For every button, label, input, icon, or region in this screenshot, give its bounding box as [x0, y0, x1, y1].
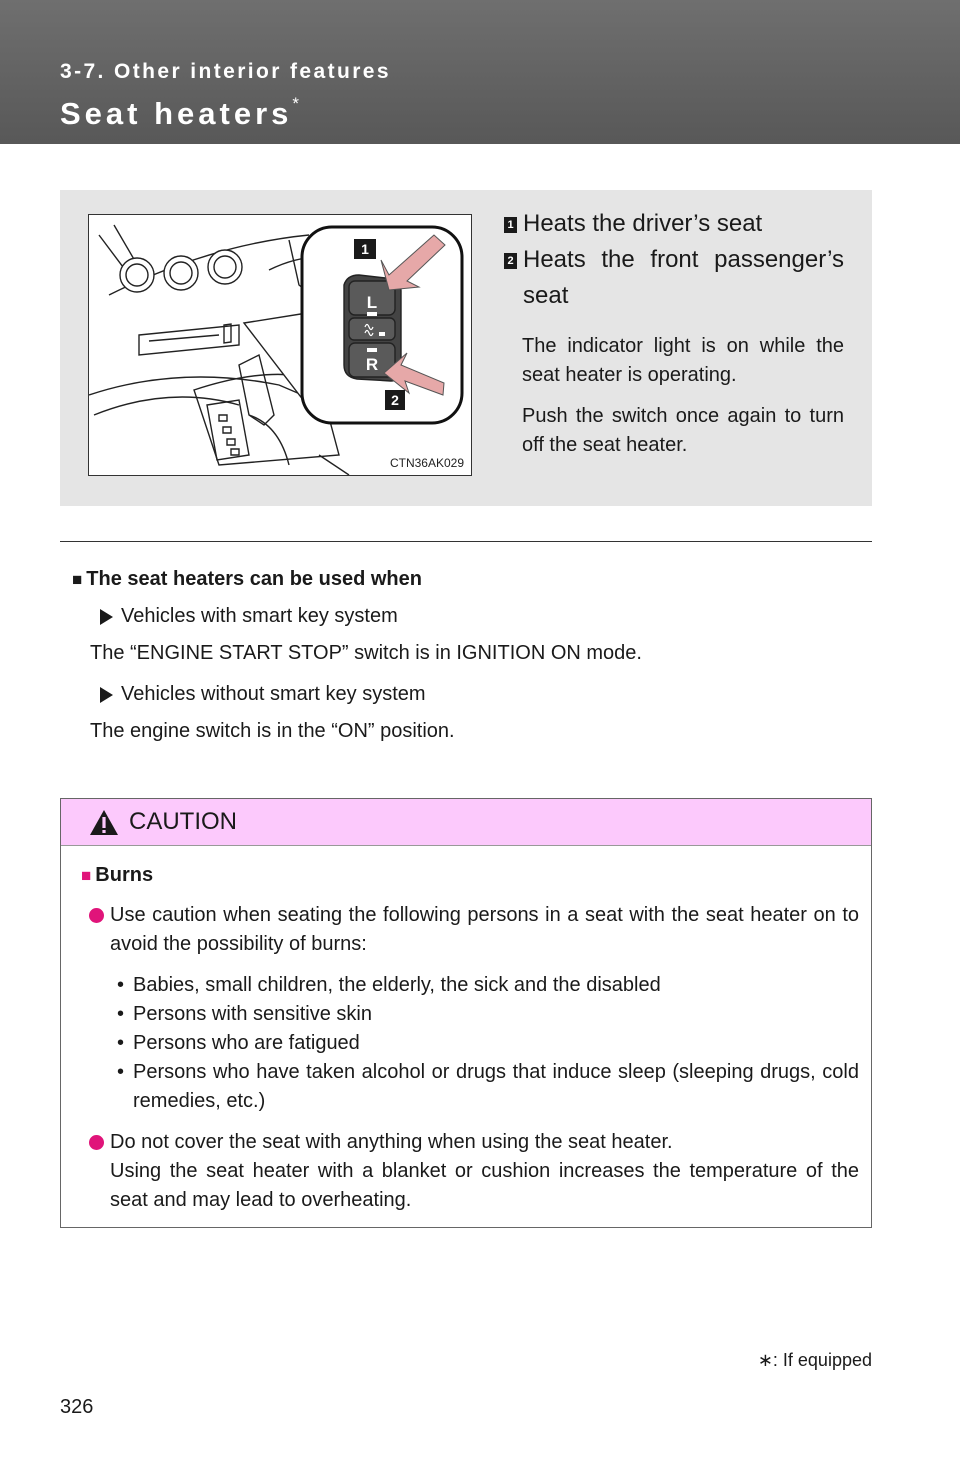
list-item-text: Persons who have taken alcohol or drugs that induce sleep (sleeping drugs, cold remedies, etc.) [133, 1061, 859, 1112]
condition-body-smart-key: The “ENGINE START STOP” switch is in IGNITION ON mode. [90, 642, 642, 664]
list-item: • Persons who have taken alcohol or drugs that induce sleep (sleeping drugs, cold remedies, etc.) [117, 1058, 859, 1116]
caution-point-seating [81, 901, 859, 959]
page-title-text: Seat heaters [60, 96, 293, 131]
page-header [0, 0, 960, 144]
triangle-pointer-icon [100, 687, 113, 703]
section-divider [60, 541, 872, 542]
caution-title: CAUTION [129, 808, 237, 835]
warning-triangle-icon [89, 809, 119, 836]
turn-off-note: Push the switch once again to turn off the seat heater. [522, 405, 844, 456]
cover-line-2: Using the seat heater with a blanket or cushion increases the temperature of the seat and may lead to overheating. [110, 1160, 859, 1211]
condition-sub-text-1: Vehicles with smart key system [121, 605, 398, 627]
at-risk-persons-list [117, 971, 859, 1116]
section-label: 3-7. Other interior features [60, 60, 391, 83]
dashboard-drawing [89, 215, 471, 475]
caution-header [61, 799, 871, 846]
usage-conditions [72, 568, 862, 761]
condition-sub-text-2: Vehicles without smart key system [121, 683, 426, 705]
legend-text-driver: Heats the driver’s seat [523, 210, 763, 237]
page-title [60, 93, 300, 132]
list-item: • Persons with sensitive skin [117, 1000, 859, 1029]
cover-line-1: Do not cover the seat with anything when using the seat heater. [110, 1131, 673, 1153]
image-code: CTN36AK029 [389, 456, 464, 470]
figure-legend [504, 206, 844, 460]
condition-subheading-smart-key [100, 605, 862, 628]
burns-heading-text: Burns [95, 864, 154, 886]
conditions-heading [72, 568, 862, 591]
indicator-note: The indicator light is on while the seat heater is operating. [522, 335, 844, 386]
seat-heater-switch-illustration [88, 214, 472, 476]
conditions-heading-text: The seat heaters can be used when [86, 568, 422, 590]
square-marker-icon: ■ [72, 570, 83, 589]
list-item-text: Persons with sensitive skin [133, 1003, 372, 1025]
switch-label-r: R [365, 355, 379, 374]
list-item: • Persons who are fatigued [117, 1029, 859, 1058]
condition-subheading-no-smart-key [100, 683, 862, 706]
list-item-text: Persons who are fatigued [133, 1032, 360, 1054]
callout-1: 1 [361, 241, 369, 257]
caution-point-seating-text: Use caution when seating the following persons in a seat with the seat heater on to avoid the possibility of burns: [110, 904, 859, 955]
square-marker-icon: ■ [81, 866, 92, 885]
callout-2: 2 [391, 392, 399, 408]
legend-item-passenger [504, 242, 844, 314]
triangle-pointer-icon [100, 609, 113, 625]
bullet-dot-icon [89, 1135, 104, 1150]
if-equipped-mark: * [292, 93, 300, 113]
list-item: • Babies, small children, the elderly, the sick and the disabled [117, 971, 859, 1000]
burns-heading [81, 864, 859, 887]
legend-item-driver [504, 206, 844, 242]
page-number: 326 [60, 1396, 94, 1418]
if-equipped-footnote: ∗: If equipped [757, 1350, 872, 1370]
caution-body [61, 846, 871, 1215]
list-item-text: Babies, small children, the elderly, the sick and the disabled [133, 974, 661, 996]
switch-label-l: L [366, 293, 378, 312]
legend-number-2: 2 [504, 253, 517, 269]
caution-box [60, 798, 872, 1228]
legend-number-1: 1 [504, 217, 517, 233]
legend-text-passenger: Heats the front passenger’s seat [523, 246, 844, 309]
caution-point-cover [81, 1128, 859, 1215]
caution-point-cover-text [110, 1128, 859, 1215]
condition-body-no-smart-key: The engine switch is in the “ON” position. [90, 720, 455, 742]
bullet-dot-icon [89, 908, 104, 923]
